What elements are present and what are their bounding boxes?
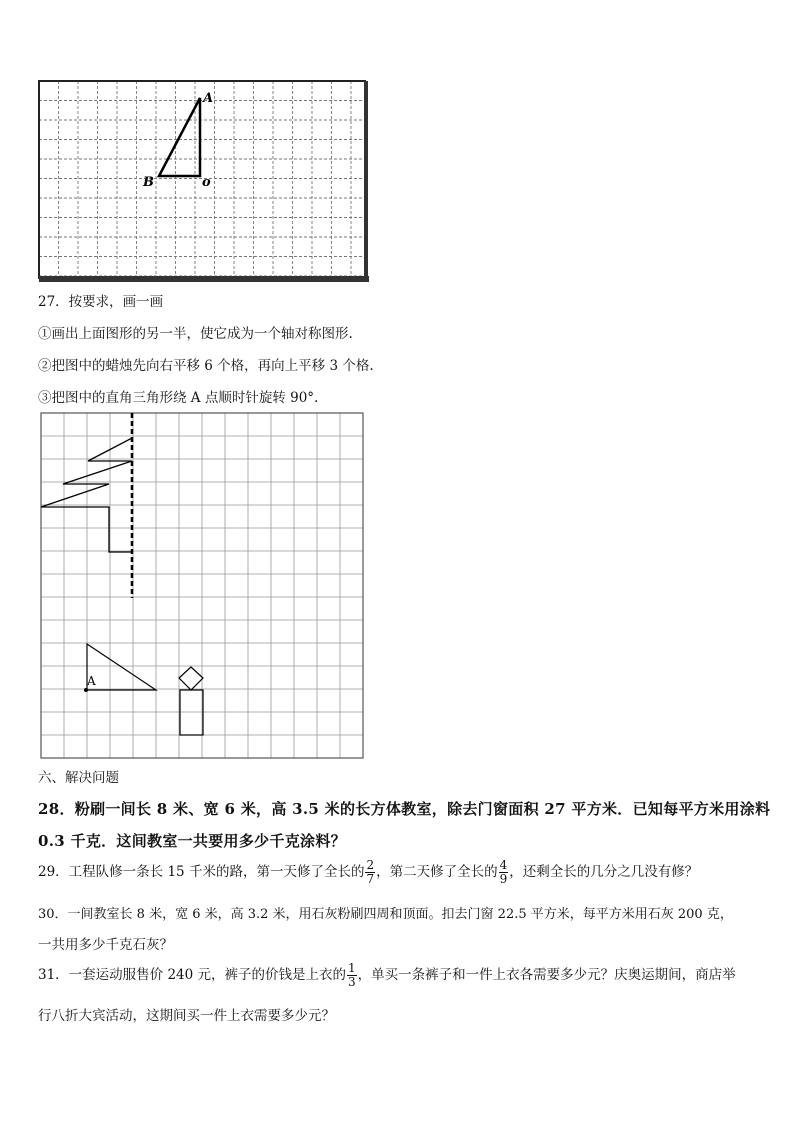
candle-body <box>180 690 203 735</box>
grid-bottom-bar <box>39 276 369 282</box>
q27-title: 27．按要求，画一画 <box>38 294 164 310</box>
q29-part1: 29．工程队修一条长 15 千米的路，第一天修了全长的 <box>38 864 365 880</box>
grid-right-bar <box>364 81 368 281</box>
q31-line1 <box>38 958 736 992</box>
grid-lines <box>41 413 363 758</box>
label-a: A <box>203 91 214 106</box>
q29-part3: ，还剩全长的几分之几没有修？ <box>509 864 699 880</box>
q31-part1: 31．一套运动服售价 240 元，裤子的价钱是上衣的 <box>38 967 347 983</box>
q29 <box>38 857 698 887</box>
point-a <box>84 688 88 692</box>
q28-line1: 28．粉刷一间长 8 米、宽 6 米，高 3.5 米的长方体教室，除去门窗面积 27 平方米．已知每平方米用涂料 <box>38 800 771 818</box>
q29-fraction1: $\frac{2}{7}$ <box>366 858 375 886</box>
figure2-grid <box>40 412 366 762</box>
figure1-grid <box>36 78 370 284</box>
q31-line2: 行八折大宾活动，这期间买一件上衣需要多少元？ <box>38 1008 335 1024</box>
section6-title: 六、解决问题 <box>38 770 119 786</box>
label-b: B <box>143 175 154 190</box>
q29-part2: ，第二天修了全长的 <box>376 864 498 880</box>
q28-line2: 0.3 千克．这间教室一共要用多少千克涂料？ <box>38 832 346 850</box>
candle-flame <box>179 667 203 690</box>
q31-part2: ，单买一条裤子和一件上衣各需要多少元？庆奥运期间，商店举 <box>357 967 736 983</box>
q31-fraction: $\frac{1}{3}$ <box>348 961 356 989</box>
q30-line2: 一共用多少千克石灰？ <box>38 937 173 953</box>
right-triangle <box>87 644 156 690</box>
q30-line1: 30．一间教室长 8 米，宽 6 米，高 3.2 米，用石灰粉刷四周和顶面。扣去门窗 22.5 平方米，每平方米用石灰 200 克， <box>38 907 733 922</box>
q29-fraction2: $\frac{4}{9}$ <box>499 858 508 886</box>
q27-item2: ②把图中的蜡烛先向右平移 6 个格，再向上平移 3 个格. <box>38 358 374 374</box>
label-o: o <box>202 175 211 190</box>
triangle-abo <box>159 98 200 176</box>
label-a: A <box>87 674 96 688</box>
q27-item3: ③把图中的直角三角形绕 A 点顺时针旋转 90°. <box>38 390 319 406</box>
half-tree-shape <box>41 438 132 552</box>
q27-item1: ①画出上面图形的另一半，使它成为一个轴对称图形. <box>38 326 353 342</box>
